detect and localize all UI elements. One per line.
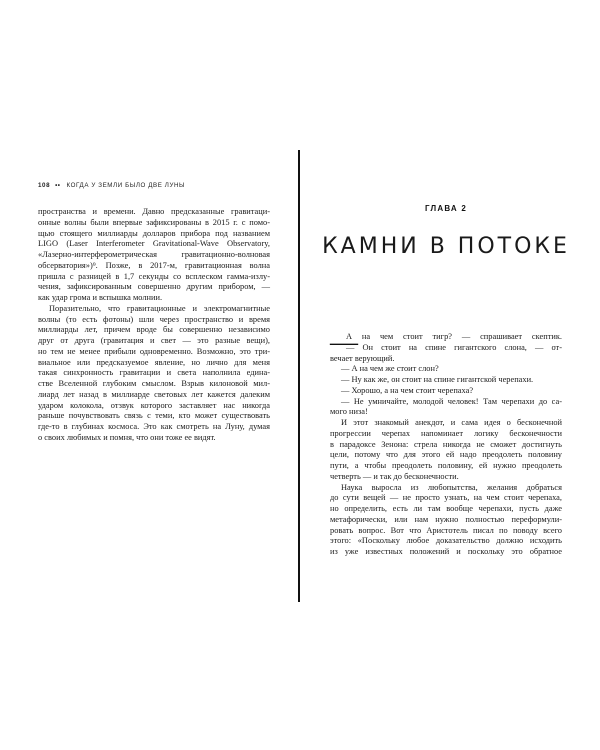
body-line: прогрессии черепах напоминает логику бесконечности — [330, 428, 562, 438]
body-line: пришла с разницей в 1,7 секунды со всплеском гамма-излу- — [38, 271, 270, 281]
body-line: до сути вещей — не просто узнать, на чем стоит черепаха, — [330, 493, 562, 503]
body-line: — Он стоит на спине гигантского слона, — от- — [346, 342, 562, 352]
body-line: обсерватория»)⁹. Позже, в 2017-м, гравитационная волна — [38, 260, 270, 270]
body-line: стве Вселенной глубоким смыслом. Взрыв килоновой мил- — [38, 379, 270, 388]
body-line: этого: «Поскольку любое доказательство должно исходить — [330, 536, 562, 546]
body-line: такая синхронность гравитации и света наполнила едина- — [38, 368, 270, 378]
body-line: ровать вопрос. Вот что Аристотель писал по поводу всего — [330, 525, 562, 535]
running-head-title: КОГДА У ЗЕМЛИ БЫЛО ДВЕ ЛУНЫ — [66, 182, 186, 189]
body-line: — Ну как же, он стоит на спине гигантской черепахи. — [341, 375, 534, 384]
body-line: как удар грома и вспышка молнии. — [38, 293, 163, 302]
body-line: ударом колокола, отзвук которого заставляет нас никогда — [38, 400, 270, 410]
body-line: Поразительно, что гравитационные и электромагнитные — [49, 303, 270, 313]
body-line: но определить, есть ли там вообще черепахи, пусть даже — [330, 504, 562, 513]
body-line: в парадоксе Зенона: стрела никогда не сможет достигнуть — [330, 439, 562, 449]
body-line: «Лазерно-интерферометрическая гравитационно-волновая — [38, 250, 270, 259]
body-line: лиард лет назад в миллиарде световых лет кажется далеким — [38, 389, 270, 399]
body-line: где-то в глубинах космоса. Это как смотреть на Луну, думая — [38, 422, 270, 431]
body-line: И этот знакомый анекдот, и сама идея о бесконечной — [341, 418, 562, 427]
body-line: А на чем стоит тигр? — спрашивает скептик. — [346, 332, 562, 341]
body-line: пространства и времени. Давно предсказанные гравитаци- — [38, 207, 270, 216]
body-line: четверть — и так до бесконечности. — [330, 471, 459, 481]
chapter-title: КАМНИ В ПОТОКЕ — [322, 234, 570, 259]
body-line: пути, а чтобы преодолеть половину, ей нужно преодолеть — [330, 461, 562, 470]
body-line: метафорически, или нам нужно полностью переформули- — [330, 514, 562, 524]
body-line: виальное или предсказуемое явление, но лично для меня — [38, 357, 270, 367]
page-number: 108 — [38, 182, 51, 189]
body-line: цели, потому что для этого ей надо преодолеть половину — [330, 450, 562, 460]
chapter-label: ГЛАВА 2 — [425, 204, 467, 213]
body-line: щью стоящего миллиарды долларов прибора под названием — [38, 228, 270, 238]
body-line: но тем не менее прибыли одновременно. Возможно, это три- — [38, 346, 270, 356]
body-line: онные волны были впервые зафиксированы в 2015 г. с помо- — [38, 217, 270, 227]
body-line: из уже известных положений и поскольку это обратное — [330, 547, 562, 556]
left-page-body — [38, 207, 270, 444]
body-line: раньше почувствовать связь с теми, кто может существовать — [38, 411, 270, 421]
body-line: — Хорошо, а на чем стоит черепаха? — [341, 385, 474, 395]
body-line: о своих любимых и помня, что они тоже ее видят. — [38, 432, 216, 442]
body-line: волны (то есть фотоны) шли через пространство и время — [38, 314, 270, 324]
body-line: мого низа! — [330, 407, 368, 417]
body-line: вечает верующий. — [330, 353, 395, 363]
running-head-dots: •• — [55, 182, 61, 189]
body-line: Наука выросла из любопытства, желания добраться — [341, 482, 562, 492]
body-line: LIGO (Laser Interferometer Gravitational-Wave Observatory, — [38, 239, 270, 249]
drop-cap: — — [330, 327, 358, 358]
left-page-header — [38, 182, 270, 189]
body-line: — А на чем же стоит слон? — [341, 364, 439, 374]
page-divider — [298, 150, 300, 602]
body-line: друг от друга (гравитация и свет — это разные вещи), — [38, 336, 270, 345]
right-page-body — [330, 327, 562, 558]
body-line: — Не умничайте, молодой человек! Там черепахи до са- — [341, 396, 562, 406]
body-line: миллиарды лет, причем вроде бы совершенно независимо — [38, 325, 270, 335]
body-line: чения, зафиксированным совершенно другим прибором, — — [38, 282, 270, 292]
running-head — [38, 182, 270, 189]
